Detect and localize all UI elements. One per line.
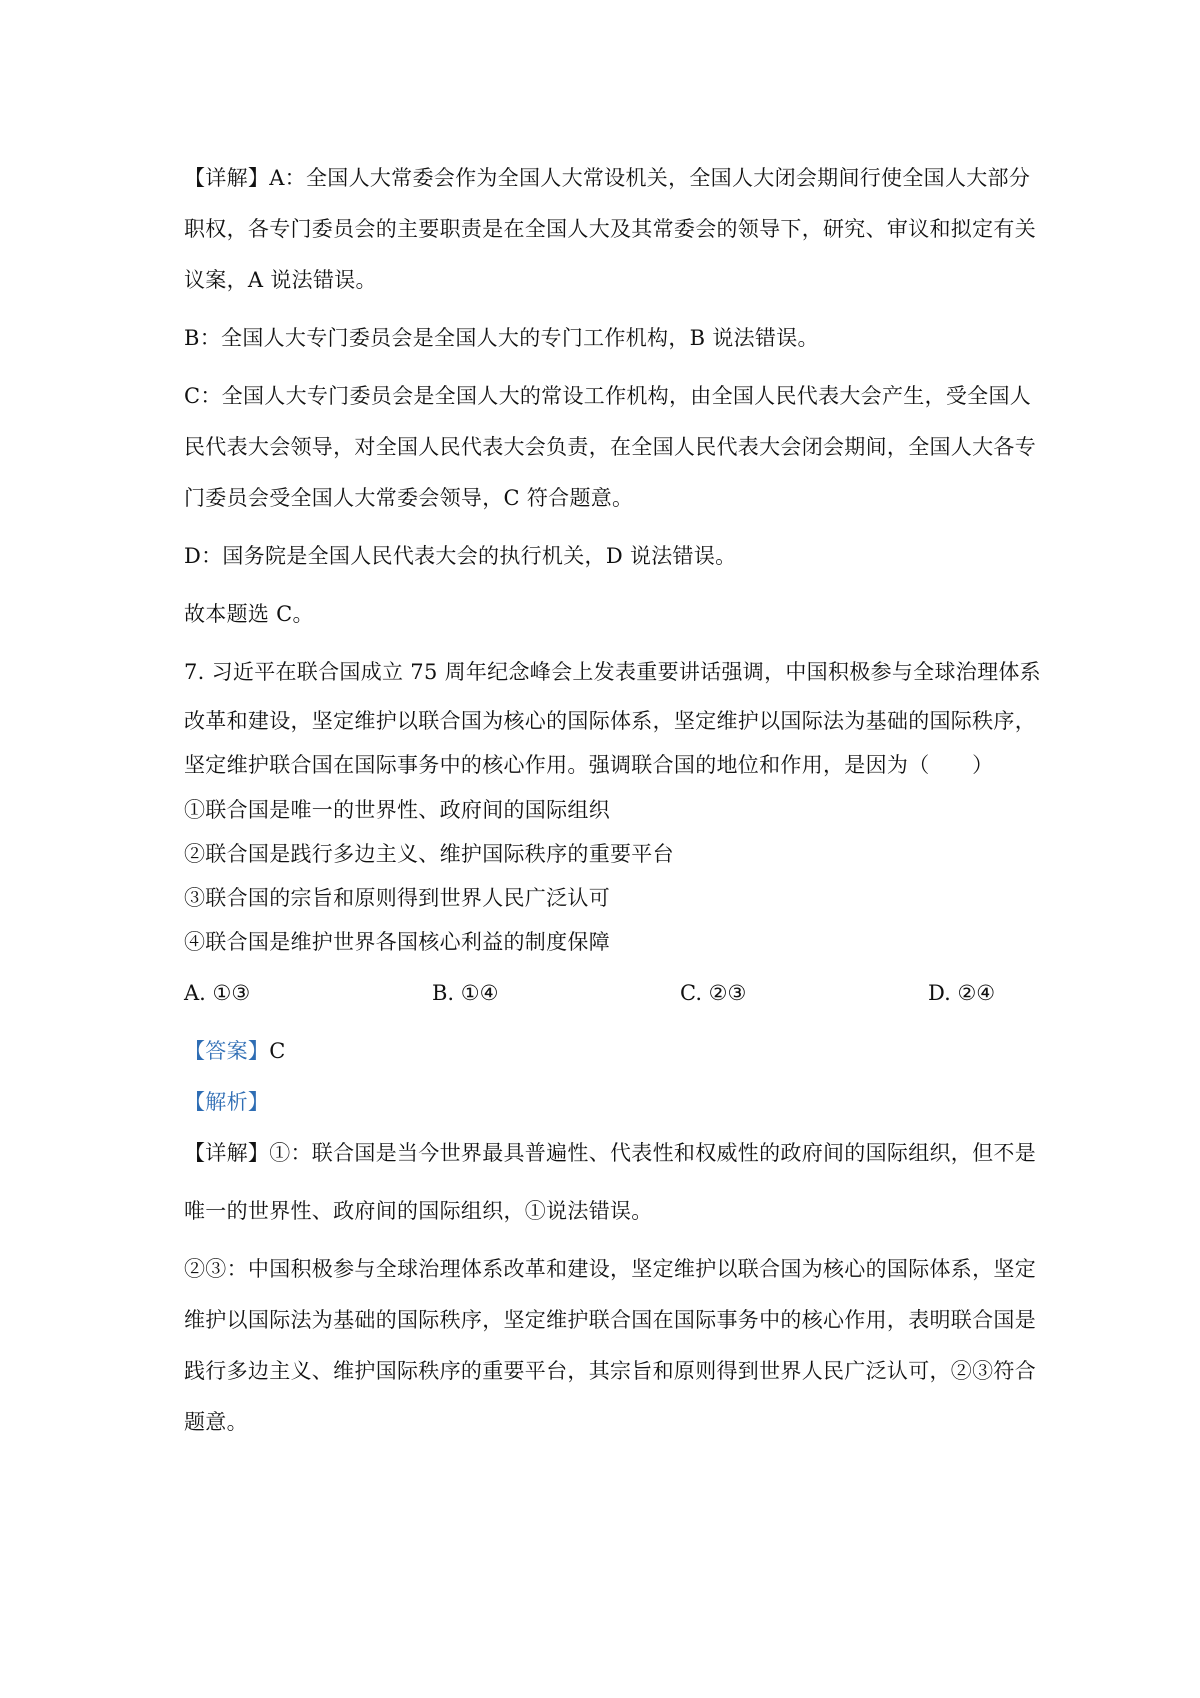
explanation-line: C：全国人大专门委员会是全国人大的常设工作机构，由全国人民代表大会产生，受全国人 — [184, 384, 1032, 408]
statement-item: ①联合国是唯一的世界性、政府间的国际组织 — [184, 798, 610, 822]
explanation-line: B：全国人大专门委员会是全国人大的专门工作机构，B 说法错误。 — [184, 326, 819, 350]
explanation-line: 故本题选 C。 — [184, 602, 314, 626]
option-a: A. ①③ — [184, 981, 251, 1005]
explanation-line: 题意。 — [184, 1410, 248, 1434]
answer-label: 【答案】 — [184, 1039, 270, 1063]
explanation-line: 民代表大会领导，对全国人民代表大会负责，在全国人民代表大会闭会期间，全国人大各专 — [184, 435, 1036, 459]
explanation-line: 践行多边主义、维护国际秩序的重要平台，其宗旨和原则得到世界人民广泛认可，②③符合 — [184, 1359, 1036, 1383]
question-stem-line: 坚定维护联合国在国际事务中的核心作用。强调联合国的地位和作用，是因为（ ） — [184, 753, 994, 777]
explanation-line: 【详解】A：全国人大常委会作为全国人大常设机关，全国人大闭会期间行使全国人大部分 — [184, 166, 1031, 190]
option-d: D. ②④ — [928, 981, 996, 1005]
question-stem-line: 7. 习近平在联合国成立 75 周年纪念峰会上发表重要讲话强调，中国积极参与全球治理体系 — [184, 660, 1041, 684]
explanation-line: 唯一的世界性、政府间的国际组织，①说法错误。 — [184, 1199, 653, 1223]
statement-item: ②联合国是践行多边主义、维护国际秩序的重要平台 — [184, 842, 674, 866]
answer-line — [184, 1036, 286, 1066]
explanation-line: 维护以国际法为基础的国际秩序，坚定维护联合国在国际事务中的核心作用，表明联合国是 — [184, 1308, 1036, 1332]
explanation-line: 议案，A 说法错误。 — [184, 268, 377, 292]
explanation-line: 【详解】①：联合国是当今世界最具普遍性、代表性和权威性的政府间的国际组织，但不是 — [184, 1141, 1036, 1165]
statement-item: ④联合国是维护世界各国核心利益的制度保障 — [184, 930, 610, 954]
explanation-line: D：国务院是全国人民代表大会的执行机关，D 说法错误。 — [184, 544, 737, 568]
option-b: B. ①④ — [432, 981, 499, 1005]
analysis-label: 【解析】 — [184, 1090, 270, 1114]
explanation-line: ②③：中国积极参与全球治理体系改革和建设，坚定维护以联合国为核心的国际体系，坚定 — [184, 1257, 1036, 1281]
question-stem-line: 改革和建设，坚定维护以联合国为核心的国际体系，坚定维护以国际法为基础的国际秩序， — [184, 709, 1036, 733]
statement-item: ③联合国的宗旨和原则得到世界人民广泛认可 — [184, 886, 610, 910]
answer-value: C — [269, 1039, 286, 1063]
explanation-line: 门委员会受全国人大常委会领导，C 符合题意。 — [184, 486, 634, 510]
explanation-line: 职权，各专门委员会的主要职责是在全国人大及其常委会的领导下，研究、审议和拟定有关 — [184, 217, 1036, 241]
option-c: C. ②③ — [680, 981, 747, 1005]
